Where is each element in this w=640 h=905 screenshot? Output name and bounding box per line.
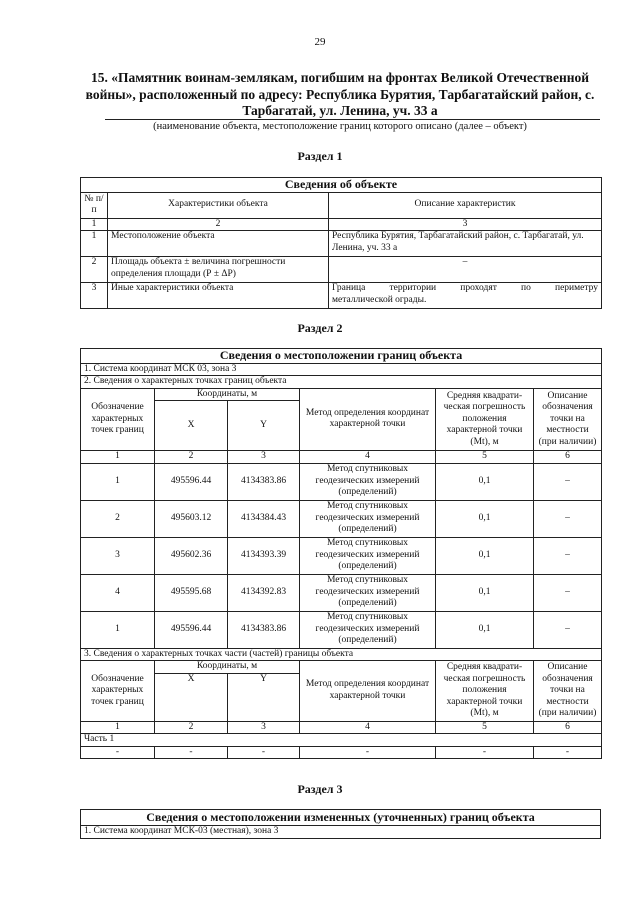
object-info-table [80, 177, 602, 309]
table-row [81, 574, 602, 611]
part-cell: - [228, 746, 300, 759]
point-method: Метод спутниковых геодезических измерений (определений) [300, 500, 436, 537]
section2-heading: Раздел 2 [297, 321, 343, 335]
point-desc: – [534, 611, 602, 648]
index-cell: 4 [300, 451, 436, 464]
boundary-table-title: Сведения о местоположении границ объекта [81, 349, 602, 364]
point-error: 0,1 [436, 537, 534, 574]
point-y: 4134392.83 [228, 574, 300, 611]
index-cell: 3 [329, 218, 602, 231]
point-id: 4 [81, 574, 155, 611]
point-y: 4134384.43 [228, 500, 300, 537]
page-number: 29 [314, 36, 326, 48]
point-desc: – [534, 463, 602, 500]
row-number: 2 [81, 257, 108, 283]
point-method: Метод спутниковых геодезических измерений (определений) [300, 574, 436, 611]
table-row [81, 231, 602, 257]
col-x-header: X [155, 401, 228, 451]
table-row [81, 257, 602, 283]
point-y: 4134383.86 [228, 463, 300, 500]
index-cell: 3 [228, 721, 300, 734]
point-y: 4134383.86 [228, 611, 300, 648]
point-x: 495596.44 [155, 463, 228, 500]
table-row [81, 746, 602, 759]
row-description: – [329, 257, 602, 283]
col-coords-header: Координаты, м [155, 661, 300, 674]
col-method-header: Метод определения координат характерной точки [300, 388, 436, 451]
row-description: Республика Бурятия, Тарбагатайский район, с. Тарбагатай, ул. Ленина, уч. 33 а [329, 231, 602, 257]
row-characteristic: Иные характеристики объекта [108, 283, 329, 309]
part-cell: - [436, 746, 534, 759]
point-x: 495596.44 [155, 611, 228, 648]
changed-boundaries-title: Сведения о местоположении измененных (уточненных) границ объекта [81, 810, 601, 826]
point-error: 0,1 [436, 611, 534, 648]
index-cell: 5 [436, 451, 534, 464]
col-error-header: Средняя квадрати-ческая погрешность положения характерной точки (Mt), м [436, 661, 534, 722]
index-cell: 1 [81, 721, 155, 734]
index-cell: 3 [228, 451, 300, 464]
part-cell: - [81, 746, 155, 759]
col-desc-header: Описание характеристик [329, 192, 602, 218]
col-desc-header: Описание обозначения точки на местности (при наличии) [534, 388, 602, 451]
part-label: Часть 1 [81, 734, 602, 747]
row-number: 1 [81, 231, 108, 257]
point-x: 495595.68 [155, 574, 228, 611]
point-y: 4134393.39 [228, 537, 300, 574]
col-x-header: X [155, 673, 228, 721]
point-method: Метод спутниковых геодезических измерений (определений) [300, 611, 436, 648]
point-error: 0,1 [436, 463, 534, 500]
boundary-points-table [80, 348, 602, 759]
section1-heading: Раздел 1 [297, 149, 343, 163]
title-note: (наименование объекта, местоположение границ которого описано (далее – объект) [153, 121, 527, 132]
document-title: 15. «Памятник воинам-землякам, погибшим на фронтах Великой Отечественной войны», расположенный по адресу: Республика Бурятия, Тарбагатайский район, с. Тарбагатай, ул. Ленина, уч. 33 а [85, 70, 595, 118]
description-line: Граница территории проходят по периметру [332, 283, 598, 293]
part-cell: - [155, 746, 228, 759]
col-char-header: Характеристики объекта [108, 192, 329, 218]
point-id: 2 [81, 500, 155, 537]
point-desc: – [534, 537, 602, 574]
object-info-title: Сведения об объекте [81, 178, 602, 193]
point-x: 495603.12 [155, 500, 228, 537]
index-cell: 6 [534, 451, 602, 464]
row-characteristic: Местоположение объекта [108, 231, 329, 257]
row-number: 3 [81, 283, 108, 309]
coordinate-system: 1. Система координат МСК 03, зона 3 [81, 363, 602, 376]
index-cell: 2 [155, 451, 228, 464]
col-coords-header: Координаты, м [155, 388, 300, 401]
part-cell: - [534, 746, 602, 759]
index-cell: 2 [155, 721, 228, 734]
table-row [81, 283, 602, 309]
part-points-header: 3. Сведения о характерных точках части (частей) границы объекта [81, 648, 602, 661]
point-id: 3 [81, 537, 155, 574]
table-row [81, 537, 602, 574]
row-description [329, 283, 602, 309]
point-desc: – [534, 574, 602, 611]
point-x: 495602.36 [155, 537, 228, 574]
col-y-header: Y [228, 673, 300, 721]
table-row [81, 463, 602, 500]
coordinate-system: 1. Система координат МСК-03 (местная), зона 3 [81, 826, 601, 839]
table-row [81, 611, 602, 648]
col-method-header: Метод определения координат характерной точки [300, 661, 436, 722]
index-cell: 1 [81, 218, 108, 231]
point-id: 1 [81, 463, 155, 500]
changed-boundaries-table [80, 809, 601, 839]
point-error: 0,1 [436, 500, 534, 537]
index-cell: 6 [534, 721, 602, 734]
title-underline [105, 119, 600, 120]
col-designation-header: Обозначение характерных точек границ [81, 661, 155, 722]
index-cell: 1 [81, 451, 155, 464]
col-error-header: Средняя квадрати-ческая погрешность положения характерной точки (Mt), м [436, 388, 534, 451]
col-num-header: № п/п [81, 192, 108, 218]
table-row [81, 500, 602, 537]
description-line: металлической ограды. [332, 294, 427, 305]
point-id: 1 [81, 611, 155, 648]
point-error: 0,1 [436, 574, 534, 611]
part-cell: - [300, 746, 436, 759]
col-y-header: Y [228, 401, 300, 451]
point-desc: – [534, 500, 602, 537]
points-header: 2. Сведения о характерных точках границ объекта [81, 376, 602, 389]
point-method: Метод спутниковых геодезических измерений (определений) [300, 463, 436, 500]
point-method: Метод спутниковых геодезических измерений (определений) [300, 537, 436, 574]
index-cell: 5 [436, 721, 534, 734]
col-designation-header: Обозначение характерных точек границ [81, 388, 155, 451]
col-desc-header: Описание обозначения точки на местности (при наличии) [534, 661, 602, 722]
index-cell: 2 [108, 218, 329, 231]
index-cell: 4 [300, 721, 436, 734]
section3-heading: Раздел 3 [297, 782, 343, 796]
row-characteristic: Площадь объекта ± величина погрешности определения площади (Р ± ΔР) [108, 257, 329, 283]
